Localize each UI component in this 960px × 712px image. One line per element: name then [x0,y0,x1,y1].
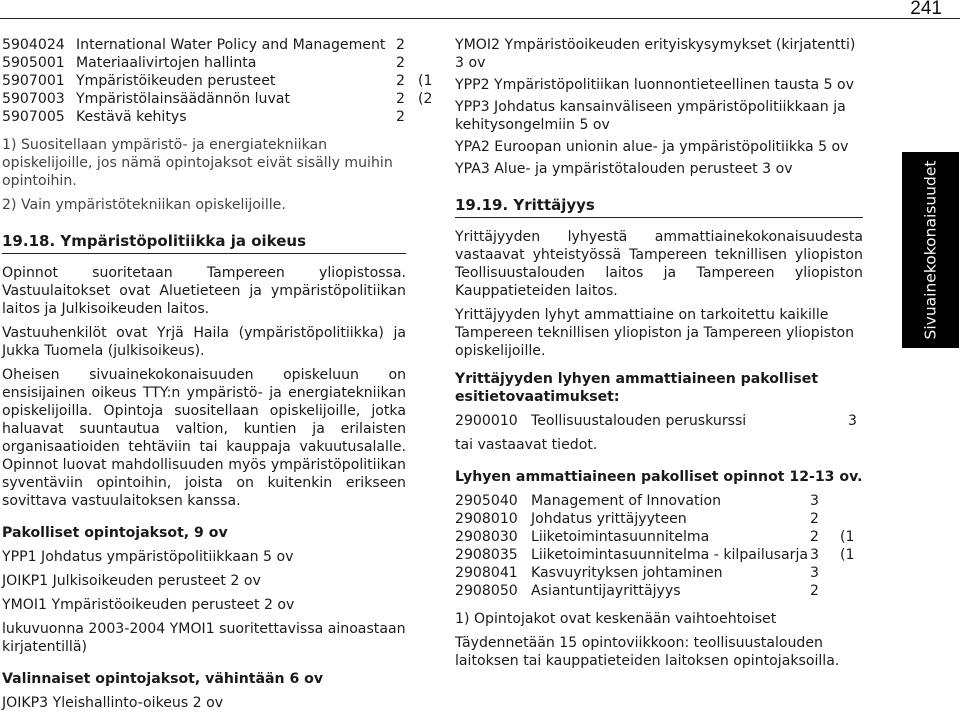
course-credits: 2 [810,583,819,599]
course-name: International Water Policy and Management [76,37,386,53]
mandatory-note: lukuvuonna 2003-2004 YMOI1 suoritettavissa ainoastaan kirjatentillä) [2,621,406,655]
course-name: Teollisuustalouden peruskurssi [531,413,747,429]
course-code: 2900010 [455,413,518,429]
paragraph-institutions: Opinnot suoritetaan Tampereen yliopistossa. Vastuulaitokset ovat Aluetieteen ja ympäristöpolitiikan laitos ja Julkisoikeuden laitos. [2,265,406,317]
course-note [840,582,854,600]
prerequisite-row [455,412,863,430]
course-code: 5907003 [2,91,65,107]
course-name: Asiantuntijayrittäjyys [531,583,681,599]
section-side-tab [902,152,959,348]
course-code: 2908041 [455,565,518,581]
optional-item: YPP3 Johdatus kansainväliseen ympäristöpolitiikkaan ja kehitysongelmiin 5 ov [455,99,846,133]
course-credits: 2 [396,109,405,125]
mandatory-item: YMOI1 Ympäristöoikeuden perusteet 2 ov [2,597,295,613]
course-note [840,492,854,510]
paragraph-responsibility: Yrittäjyyden lyhyestä ammattiainekokonaisuudesta vastaavat yhteistyössä Tampereen teknillisen yliopiston Teollisuustalouden laitos ja Tampereen yliopiston Kauppatieteiden laitos. [455,229,863,299]
course-name: Ympäristöikeuden perusteet [76,73,276,89]
course-code: 5907005 [2,109,65,125]
prerequisite-list [455,412,863,430]
course-credits: 2 [810,511,819,527]
course-code: 2908035 [455,547,518,563]
left-column [2,36,433,712]
course-credits: 2 [396,55,405,71]
paragraph-responsible: Vastuuhenkilöt ovat Yrjä Haila (ympäristöpolitiikka) ja Jukka Tuomela (julkisoikeus). [2,325,406,359]
course-row [455,492,863,510]
prerequisite-alternative: tai vastaavat tiedot. [455,437,598,453]
paragraph-priority: Oheisen sivuainekokonaisuuden opiskeluun on ensisijainen oikeus TTY:n ympäristö- ja energiatekniikan opiskelijoilla. Opintoja suositellaan opiskelijoille, jotka haluavat suuntautua valtion, kuntien ja erilaisten organisaatioiden tehtäviin tai kauppaja vakuutusalalle. Opinnot luovat mahdollisuuden myös ympäristöpolitiikan syventäviin opintoihin, joista on kuitenkin erikseen sovittava vastuulaitoksen kanssa. [2,367,406,509]
course-credits: 3 [810,565,819,581]
course-code: 2908030 [455,529,518,545]
course-credits: 2 [396,91,405,107]
mandatory-item: YPP1 Johdatus ympäristöpolitiikkaan 5 ov [2,549,294,565]
course-row [455,582,863,600]
paragraph-audience: Yrittäjyyden lyhyt ammattiaine on tarkoitettu kaikille Tampereen teknillisen yliopiston ja Tampereen yliopiston opiskelijoille. [455,307,855,359]
optional-item: JOIKP3 Yleishallinto-oikeus 2 ov [2,695,224,711]
course-note: (1 [840,529,855,545]
course-code: 2905040 [455,493,518,509]
course-code: 5904024 [2,37,65,53]
course-name: Liiketoimintasuunnitelma - kilpailusarja [531,547,808,563]
course-code: 2908050 [455,583,518,599]
course-note [418,108,432,126]
course-note [418,36,432,54]
course-note: (1 [418,73,433,89]
course-list [455,492,863,600]
footnote-alternatives: 1) Opintojakot ovat keskenään vaihtoehtoiset [455,611,777,627]
section-title-19-19: 19.19. Yrittäjyys [455,196,863,218]
course-credits: 3 [810,547,819,563]
course-code: 5907001 [2,73,65,89]
section-title-19-18: 19.18. Ympäristöpolitiikka ja oikeus [2,232,406,254]
heading-optional: Valinnaiset opintojaksot, vähintään 6 ov [2,671,324,687]
heading-prerequisites: Yrittäjyyden lyhyen ammattiaineen pakolliset esitietovaatimukset: [455,371,819,405]
optional-item: YMOI2 Ympäristöoikeuden erityiskysymykset (kirjatentti) 3 ov [455,37,856,71]
course-code: 5905001 [2,55,65,71]
course-row [2,108,406,126]
course-name: Materiaalivirtojen hallinta [76,55,257,71]
side-tab-label: Sivuainekokonaisuudet [921,160,940,340]
mandatory-item: JOIKP1 Julkisoikeuden perusteet 2 ov [2,573,261,589]
optional-item: YPA2 Euroopan unionin alue- ja ympäristöpolitiikka 5 ov [455,139,849,155]
course-row [455,510,863,528]
optional-item: YPA3 Alue- ja ympäristötalouden perusteet 3 ov [455,161,793,177]
top-course-list [2,36,433,126]
course-name: Management of Innovation [531,493,722,509]
course-note: (1 [840,547,855,563]
course-row [2,90,433,108]
optional-item: YPP2 Ympäristöpolitiikan luonnontieteellinen tausta 5 ov [455,77,855,93]
course-row [2,72,433,90]
course-name: Kasvuyrityksen johtaminen [531,565,723,581]
footnote-1: 1) Suositellaan ympäristö- ja energiatekniikan opiskelijoille, jos nämä opintojaksot eivät sisälly muihin opintoihin. [2,137,393,189]
footnote-2: 2) Vain ympäristötekniikan opiskelijoille. [2,197,286,213]
header-rule [0,18,960,19]
course-note: (2 [418,91,433,107]
course-credits: 2 [396,73,405,89]
course-row [455,528,863,546]
middle-column [455,36,863,670]
course-credits: 3 [848,413,857,429]
course-code: 2908010 [455,511,518,527]
course-name: Liiketoimintasuunnitelma [531,529,710,545]
course-name: Kestävä kehitys [76,109,187,125]
page-number: 241 [910,0,942,19]
heading-mandatory: Pakolliset opintojaksot, 9 ov [2,525,228,541]
heading-courses: Lyhyen ammattiaineen pakolliset opinnot 12-13 ov. [455,469,863,485]
course-note [840,510,854,528]
course-credits: 2 [396,37,405,53]
course-name: Ympäristölainsäädännön luvat [76,91,290,107]
course-note [418,54,432,72]
footnote-supplement: Täydennetään 15 opintoviikkoon: teollisuustalouden laitoksen tai kauppatieteiden laitoksen opintojaksoilla. [455,635,840,669]
course-credits: 3 [810,493,819,509]
course-note [840,564,854,582]
course-credits: 2 [810,529,819,545]
course-row [455,546,863,564]
course-name: Johdatus yrittäjyyteen [531,511,687,527]
course-row [2,54,406,72]
course-row [2,36,406,54]
course-row [455,564,863,582]
